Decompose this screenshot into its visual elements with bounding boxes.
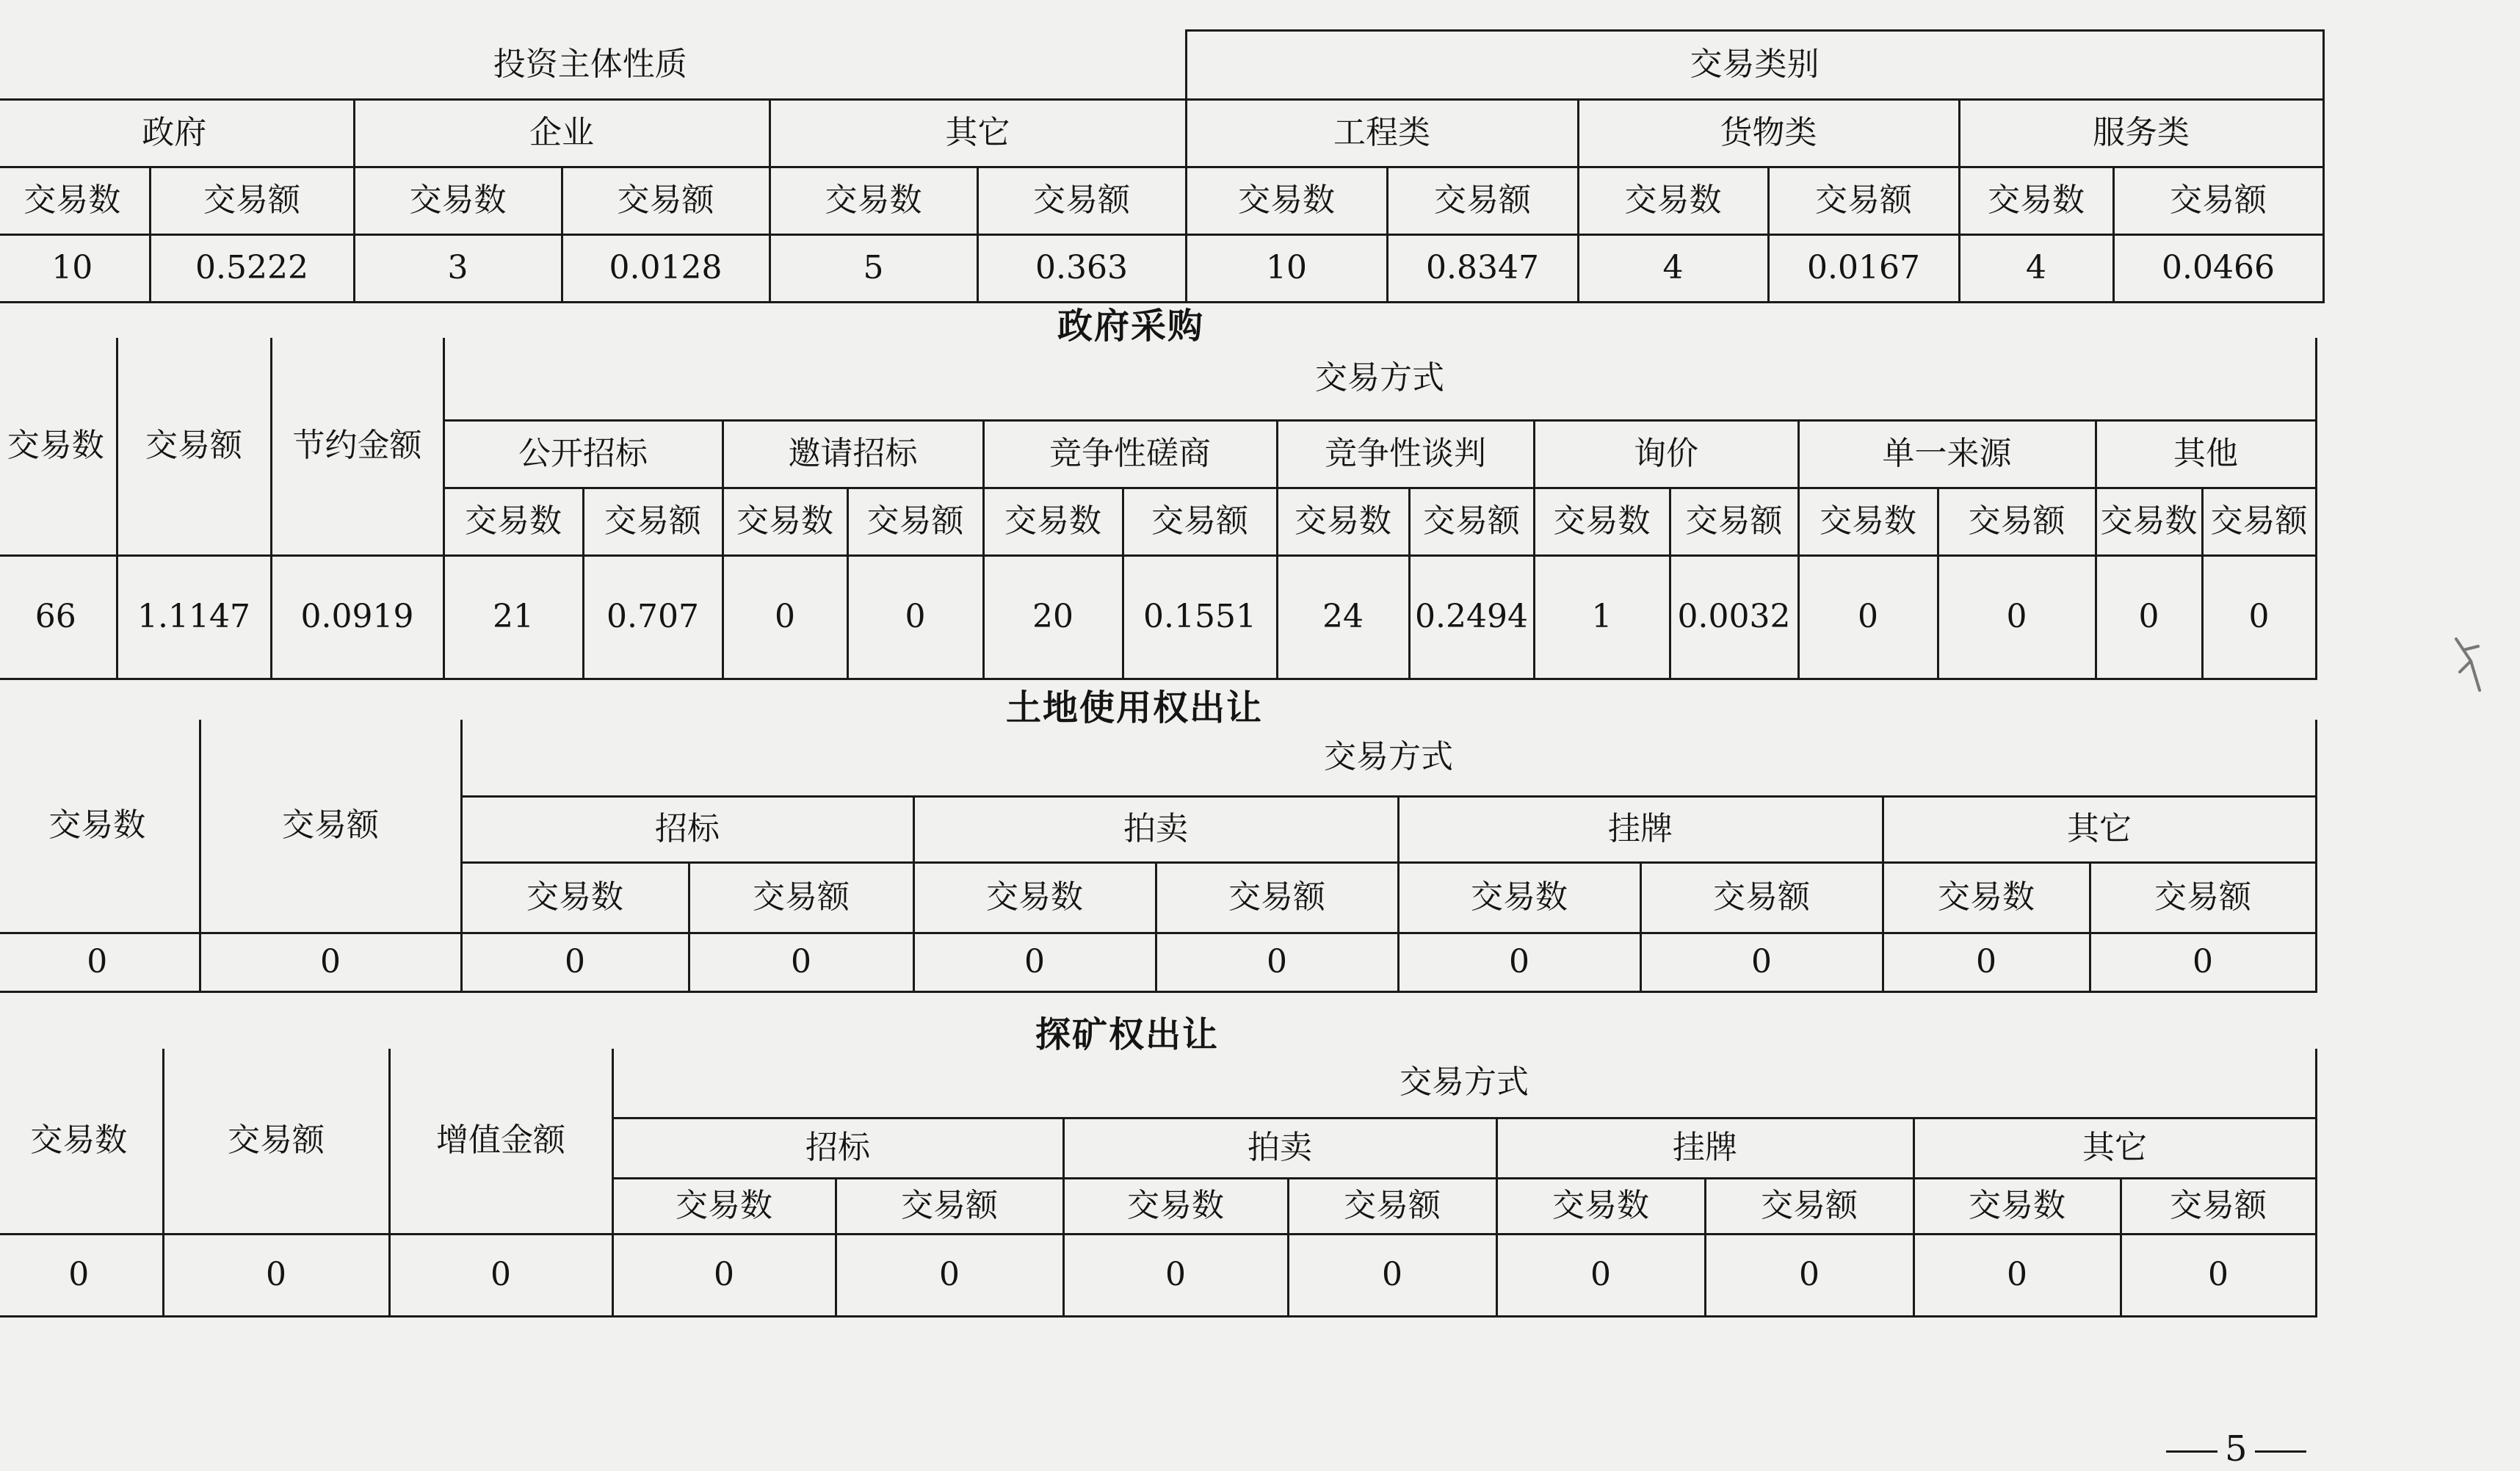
column-header: 交易数 [1798, 488, 1938, 555]
column-header: 交易额 [1387, 167, 1578, 235]
column-header: 交易额 [200, 720, 461, 933]
column-header: 交易数 [0, 1049, 163, 1234]
transaction-method-header: 交易方式 [461, 720, 2316, 796]
column-header: 交易额 [836, 1178, 1063, 1234]
table-cell: 0 [689, 933, 913, 991]
column-header: 交易数 [1913, 1178, 2121, 1234]
table-cell: 0 [1883, 933, 2090, 991]
column-header: 增值金额 [389, 1049, 612, 1234]
table-cell: 0.0128 [562, 235, 770, 303]
column-header: 交易数 [612, 1178, 836, 1234]
column-header: 交易额 [1640, 862, 1883, 933]
method-other: 其他 [2096, 420, 2316, 488]
table-cell: 21 [443, 555, 583, 679]
method-listing: 挂牌 [1496, 1118, 1913, 1178]
column-header: 交易数 [1186, 167, 1387, 235]
group-goods: 货物类 [1578, 100, 1959, 167]
column-header: 交易数 [913, 862, 1156, 933]
table-cell: 66 [0, 555, 117, 679]
table-cell: 0.363 [977, 235, 1186, 303]
table-cell: 0 [836, 1234, 1063, 1316]
method-tender: 招标 [461, 796, 913, 862]
column-header: 交易数 [983, 488, 1123, 555]
group-engineering: 工程类 [1186, 100, 1578, 167]
table-cell: 1 [1534, 555, 1670, 679]
page-number-text: 5 [2225, 1428, 2248, 1470]
column-header: 交易额 [847, 488, 983, 555]
table-cell: 4 [1959, 235, 2113, 303]
group-enterprise: 企业 [354, 100, 770, 167]
investment-nature-header: 投资主体性质 [0, 31, 1186, 100]
table-cell: 4 [1578, 235, 1768, 303]
margin-pencil-mark [2449, 632, 2485, 698]
table-cell: 0 [1938, 555, 2096, 679]
column-header: 交易数 [1534, 488, 1670, 555]
table-cell: 0 [847, 555, 983, 679]
table-cell: 24 [1277, 555, 1409, 679]
column-header: 交易额 [150, 167, 354, 235]
column-header: 交易额 [1156, 862, 1398, 933]
table-cell: 0 [1705, 1234, 1913, 1316]
table-cell: 0 [200, 933, 461, 991]
column-header: 交易额 [1409, 488, 1534, 555]
method-other: 其它 [1913, 1118, 2316, 1178]
table-cell: 0 [1496, 1234, 1705, 1316]
table-cell: 0 [1156, 933, 1398, 991]
group-services: 服务类 [1959, 100, 2323, 167]
column-header: 交易额 [1670, 488, 1798, 555]
table-cell: 0 [1913, 1234, 2121, 1316]
column-header: 交易数 [0, 167, 150, 235]
table-cell: 0.2494 [1409, 555, 1534, 679]
mining-table [0, 1049, 2317, 1318]
table-cell: 0 [163, 1234, 389, 1316]
table-cell: 0 [1398, 933, 1640, 991]
column-header: 交易额 [117, 338, 271, 555]
page-number-dash-left [2166, 1450, 2217, 1453]
method-single-source: 单一来源 [1798, 420, 2096, 488]
table-cell: 5 [770, 235, 977, 303]
column-header: 交易额 [163, 1049, 389, 1234]
land-table [0, 720, 2317, 993]
table-cell: 0.0466 [2113, 235, 2323, 303]
column-header: 交易数 [1496, 1178, 1705, 1234]
column-header: 交易数 [1063, 1178, 1288, 1234]
table-cell: 0 [389, 1234, 612, 1316]
table-cell: 0.0919 [271, 555, 443, 679]
column-header: 交易数 [461, 862, 689, 933]
investment-table [0, 29, 2325, 303]
table-cell: 0 [2202, 555, 2316, 679]
table-cell: 1.1147 [117, 555, 271, 679]
column-header: 交易数 [1959, 167, 2113, 235]
table-cell: 0.8347 [1387, 235, 1578, 303]
table-cell: 20 [983, 555, 1123, 679]
procurement-table [0, 338, 2317, 680]
table-cell: 0.0032 [1670, 555, 1798, 679]
column-header: 交易数 [0, 338, 117, 555]
method-open-tender: 公开招标 [443, 420, 723, 488]
page-number-dash-right [2255, 1450, 2306, 1453]
column-header: 交易数 [0, 720, 200, 933]
column-header: 交易额 [2090, 862, 2316, 933]
column-header: 交易额 [1938, 488, 2096, 555]
table-cell: 0 [1798, 555, 1938, 679]
table-cell: 0 [1288, 1234, 1496, 1316]
table-cell: 0 [913, 933, 1156, 991]
page-number [2159, 1428, 2314, 1470]
table-cell: 10 [1186, 235, 1387, 303]
section-title-mining: 探矿权出让 [1035, 1014, 1220, 1055]
column-header: 交易数 [354, 167, 562, 235]
column-header: 交易额 [1123, 488, 1277, 555]
method-other: 其它 [1883, 796, 2316, 862]
table-cell: 0 [723, 555, 847, 679]
column-header: 交易数 [723, 488, 847, 555]
table-cell: 0.0167 [1768, 235, 1959, 303]
table-cell: 3 [354, 235, 562, 303]
method-competitive-consultation: 竞争性磋商 [983, 420, 1277, 488]
column-header: 交易额 [689, 862, 913, 933]
column-header: 交易额 [2113, 167, 2323, 235]
method-invited-tender: 邀请招标 [723, 420, 983, 488]
section-title-land: 土地使用权出让 [1006, 687, 1264, 729]
column-header: 交易数 [2096, 488, 2202, 555]
method-inquiry: 询价 [1534, 420, 1798, 488]
table-cell: 0.5222 [150, 235, 354, 303]
column-header: 交易额 [2121, 1178, 2316, 1234]
table-cell: 0 [1063, 1234, 1288, 1316]
column-header: 交易额 [562, 167, 770, 235]
section-title-procurement: 政府采购 [1057, 306, 1205, 347]
column-header: 交易数 [1578, 167, 1768, 235]
column-header: 交易数 [443, 488, 583, 555]
column-header: 交易额 [2202, 488, 2316, 555]
group-other: 其它 [770, 100, 1186, 167]
table-cell: 10 [0, 235, 150, 303]
table-cell: 0 [2121, 1234, 2316, 1316]
column-header: 交易额 [1288, 1178, 1496, 1234]
column-header: 交易额 [1705, 1178, 1913, 1234]
table-cell: 0 [1640, 933, 1883, 991]
table-cell: 0 [2090, 933, 2316, 991]
method-listing: 挂牌 [1398, 796, 1883, 862]
column-header: 交易额 [583, 488, 723, 555]
column-header: 交易额 [1768, 167, 1959, 235]
table-cell: 0.1551 [1123, 555, 1277, 679]
column-header: 交易数 [770, 167, 977, 235]
table-cell: 0 [0, 933, 200, 991]
transaction-method-header: 交易方式 [443, 338, 2316, 420]
table-cell: 0 [612, 1234, 836, 1316]
column-header: 交易数 [1277, 488, 1409, 555]
method-auction: 拍卖 [1063, 1118, 1496, 1178]
method-auction: 拍卖 [913, 796, 1398, 862]
table-cell: 0 [461, 933, 689, 991]
column-header: 交易数 [1398, 862, 1640, 933]
column-header: 节约金额 [271, 338, 443, 555]
table-cell: 0.707 [583, 555, 723, 679]
group-government: 政府 [0, 100, 354, 167]
table-cell: 0 [0, 1234, 163, 1316]
column-header: 交易额 [977, 167, 1186, 235]
method-tender: 招标 [612, 1118, 1063, 1178]
column-header: 交易数 [1883, 862, 2090, 933]
transaction-method-header: 交易方式 [612, 1049, 2316, 1118]
table-cell: 0 [2096, 555, 2202, 679]
method-competitive-negotiation: 竞争性谈判 [1277, 420, 1534, 488]
transaction-category-header: 交易类别 [1186, 31, 2323, 100]
